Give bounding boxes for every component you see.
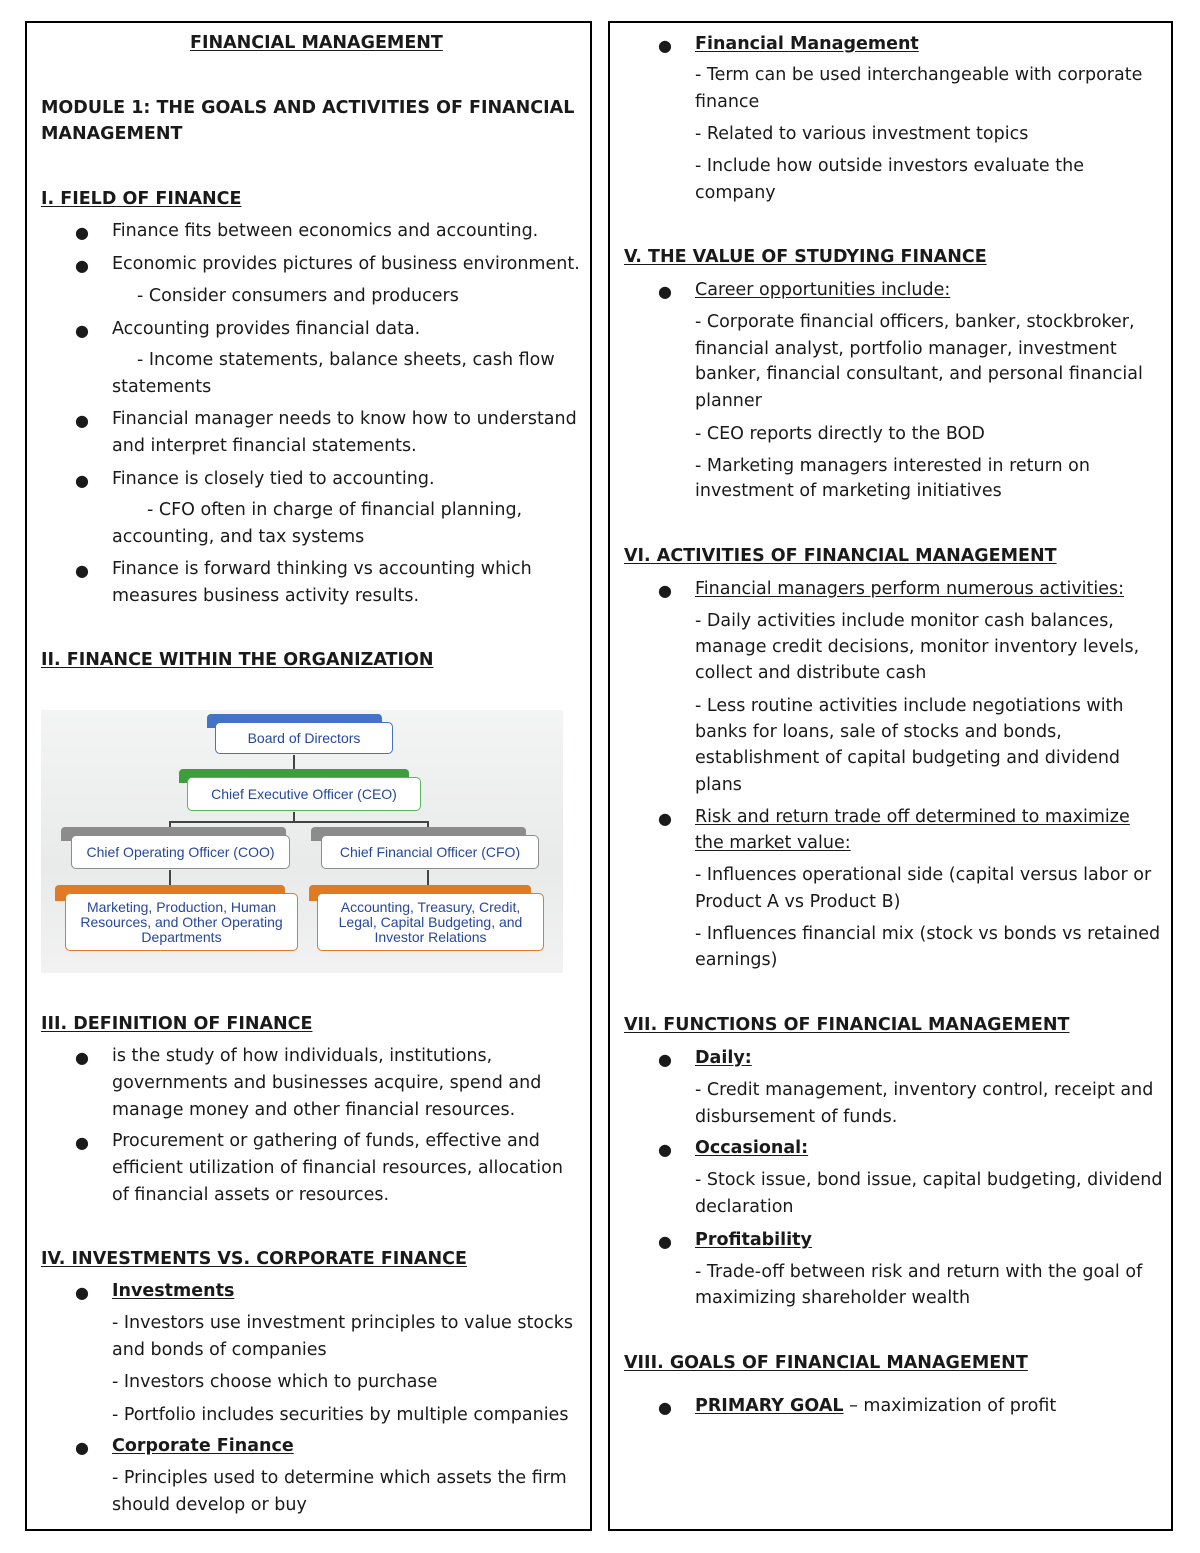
list-item: Finance is forward thinking vs accounting which <box>112 559 532 579</box>
list-subitem: - Principles used to determine which assets the firm <box>112 1468 567 1488</box>
bullet <box>75 225 89 241</box>
bullet <box>75 563 89 579</box>
list-item: Economic provides pictures of business environment. <box>112 254 580 274</box>
connector-line <box>169 821 427 823</box>
list-subitem: - Related to various investment topics <box>695 124 1029 144</box>
list-subitem: - Influences operational side (capital versus labor or <box>695 865 1152 885</box>
org-node-ceo: Chief Executive Officer (CEO) <box>187 777 421 811</box>
operations-line: Marketing, Production, Human <box>86 898 277 915</box>
org-node-board: Board of Directors <box>215 722 393 754</box>
subheading-career-opportunities: Career opportunities include: <box>695 280 951 300</box>
list-subitem: company <box>695 183 776 203</box>
list-subitem: establishment of capital budgeting and dividend <box>695 748 1121 768</box>
list-subitem: - Trade-off between risk and return with the goal of <box>695 1262 1143 1282</box>
bullet <box>658 1142 672 1158</box>
list-item: and interpret financial statements. <box>112 436 417 456</box>
list-subitem: investment of marketing initiatives <box>695 481 1002 501</box>
right-column <box>608 21 1173 1531</box>
section-heading-definition-of-finance: III. DEFINITION OF FINANCE <box>41 1014 313 1034</box>
bullet <box>75 1440 89 1456</box>
list-subitem: disbursement of funds. <box>695 1107 898 1127</box>
list-subitem: statements <box>112 377 212 397</box>
org-chart <box>41 710 563 973</box>
bullet <box>75 1285 89 1301</box>
list-subitem: - Stock issue, bond issue, capital budgeting, dividend <box>695 1170 1163 1190</box>
section-heading-functions-of-financial-management: VII. FUNCTIONS OF FINANCIAL MANAGEMENT <box>624 1015 1070 1035</box>
list-subitem: declaration <box>695 1197 794 1217</box>
org-node-cfo: Chief Financial Officer (CFO) <box>321 835 539 869</box>
list-subitem: plans <box>695 775 742 795</box>
bullet <box>75 413 89 429</box>
finance-functions-line: Investor Relations <box>374 928 487 945</box>
left-column <box>25 21 592 1531</box>
list-item: manage money and other financial resources. <box>112 1100 516 1120</box>
primary-goal-text: – maximization of profit <box>843 1396 1057 1416</box>
list-subitem: accounting, and tax systems <box>112 527 365 547</box>
list-subitem: banker, financial consultant, and personal financial <box>695 364 1143 384</box>
section-heading-field-of-finance: I. FIELD OF FINANCE <box>41 189 242 209</box>
list-item: Accounting provides financial data. <box>112 319 421 339</box>
list-item: is the study of how individuals, institutions, <box>112 1046 493 1066</box>
bullet <box>658 1234 672 1250</box>
list-item: Procurement or gathering of funds, effective and <box>112 1131 540 1151</box>
list-subitem: - Marketing managers interested in return on <box>695 456 1090 476</box>
operations-line: Resources, and Other Operating <box>80 913 283 930</box>
section-heading-activities-of-financial-management: VI. ACTIVITIES OF FINANCIAL MANAGEMENT <box>624 546 1057 566</box>
list-subitem: should develop or buy <box>112 1495 307 1515</box>
subheading-occasional: Occasional: <box>695 1138 809 1158</box>
list-item: Finance is closely tied to accounting. <box>112 469 435 489</box>
connector-line <box>293 755 295 769</box>
bullet <box>75 258 89 274</box>
list-item: Finance fits between economics and accounting. <box>112 221 539 241</box>
bullet <box>75 323 89 339</box>
bullet <box>658 1400 672 1416</box>
list-subitem: - Term can be used interchangeable with corporate <box>695 65 1143 85</box>
list-subitem: - Corporate financial officers, banker, stockbroker, <box>695 312 1135 332</box>
subheading-daily: Daily: <box>695 1048 752 1068</box>
subheading-profitability: Profitability <box>695 1230 812 1250</box>
list-item: measures business activity results. <box>112 586 420 606</box>
subheading-risk-return: the market value: <box>695 833 851 853</box>
finance-functions-line: Accounting, Treasury, Credit, <box>340 898 521 915</box>
list-subitem: - Investors use investment principles to value stocks <box>112 1313 573 1333</box>
section-heading-goals-of-financial-management: VIII. GOALS OF FINANCIAL MANAGEMENT <box>624 1353 1028 1373</box>
list-subitem: - Consider consumers and producers <box>137 286 459 306</box>
org-node-operations <box>65 893 298 951</box>
list-subitem: - Credit management, inventory control, receipt and <box>695 1080 1154 1100</box>
list-subitem: Product A vs Product B) <box>695 892 901 912</box>
subheading-financial-managers-activities: Financial managers perform numerous activities: <box>695 579 1125 599</box>
list-subitem: - Daily activities include monitor cash balances, <box>695 611 1114 631</box>
bullet <box>658 811 672 827</box>
subheading-risk-return: Risk and return trade off determined to maximize <box>695 807 1130 827</box>
list-subitem: and bonds of companies <box>112 1340 327 1360</box>
primary-goal-label: PRIMARY GOAL <box>695 1396 844 1416</box>
list-subitem: - Income statements, balance sheets, cash flow <box>137 350 555 370</box>
list-subitem: earnings) <box>695 950 778 970</box>
list-subitem: collect and distribute cash <box>695 663 927 683</box>
primary-goal-line <box>695 1396 1056 1416</box>
bullet <box>658 1052 672 1068</box>
list-subitem: - CFO often in charge of financial planning, <box>147 500 523 520</box>
list-subitem: - Influences financial mix (stock vs bonds vs retained <box>695 924 1161 944</box>
list-subitem: - Investors choose which to purchase <box>112 1372 438 1392</box>
org-node-finance-functions <box>317 893 544 951</box>
list-item: of financial assets or resources. <box>112 1185 390 1205</box>
list-item: Financial manager needs to know how to understand <box>112 409 577 429</box>
operations-line: Departments <box>141 928 222 945</box>
list-subitem: planner <box>695 391 762 411</box>
bullet <box>75 1050 89 1066</box>
list-item: governments and businesses acquire, spend and <box>112 1073 542 1093</box>
module-title-line1: MODULE 1: THE GOALS AND ACTIVITIES OF FINANCIAL <box>41 98 575 118</box>
section-heading-finance-within-organization: II. FINANCE WITHIN THE ORGANIZATION <box>41 650 434 670</box>
bullet <box>658 38 672 54</box>
subheading-financial-management: Financial Management <box>695 34 919 54</box>
list-subitem: banks for loans, sale of stocks and bonds, <box>695 722 1062 742</box>
list-subitem: - Include how outside investors evaluate the <box>695 156 1084 176</box>
list-subitem: maximizing shareholder wealth <box>695 1288 971 1308</box>
list-item: efficient utilization of financial resources, allocation <box>112 1158 563 1178</box>
list-subitem: - CEO reports directly to the BOD <box>695 424 985 444</box>
list-subitem: manage credit decisions, monitor inventory levels, <box>695 637 1140 657</box>
list-subitem: - Less routine activities include negotiations with <box>695 696 1124 716</box>
module-title-line2: MANAGEMENT <box>41 124 183 144</box>
section-heading-value-of-studying-finance: V. THE VALUE OF STUDYING FINANCE <box>624 247 987 267</box>
org-node-coo: Chief Operating Officer (COO) <box>71 835 290 869</box>
bullet <box>75 473 89 489</box>
bullet <box>658 583 672 599</box>
subheading-investments: Investments <box>112 1281 235 1301</box>
bullet <box>75 1135 89 1151</box>
list-subitem: finance <box>695 92 760 112</box>
connector-line <box>169 870 171 886</box>
finance-functions-line: Legal, Capital Budgeting, and <box>338 913 523 930</box>
document-title: FINANCIAL MANAGEMENT <box>190 33 443 53</box>
list-subitem: financial analyst, portfolio manager, investment <box>695 339 1117 359</box>
list-subitem: - Portfolio includes securities by multiple companies <box>112 1405 569 1425</box>
subheading-corporate-finance: Corporate Finance <box>112 1436 294 1456</box>
section-heading-investments-vs-corporate-finance: IV. INVESTMENTS VS. CORPORATE FINANCE <box>41 1249 467 1269</box>
bullet <box>658 284 672 300</box>
connector-line <box>427 870 429 886</box>
